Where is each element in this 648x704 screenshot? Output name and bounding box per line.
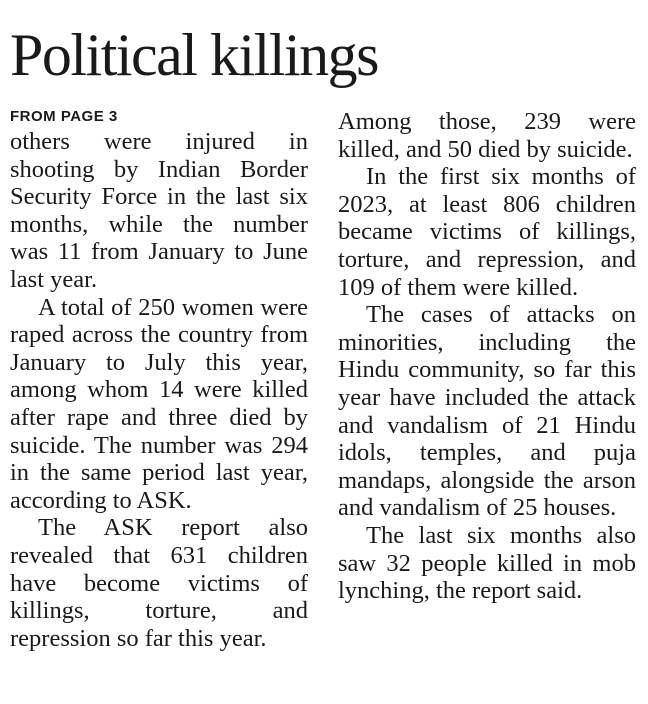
- paragraph-mob-lynching: The last six months also saw 32 people killed in mob lynching, the report said.: [338, 521, 636, 605]
- paragraph-killed-suicide: Among those, 239 were killed, and 50 died by suicide.: [338, 108, 636, 163]
- paragraph-children-victims: The ASK report also revealed that 631 children have become victims of killings, torture, and repression so far this year.: [10, 514, 308, 652]
- headline: Political killings: [10, 22, 379, 88]
- paragraph-women-raped: A total of 250 women were raped across the country from January to July this year, among whom 14 were killed after rape and three died by suicide. The number was 294 in the same period last year, according to ASK.: [10, 293, 308, 514]
- paragraph-continued: others were injured in shooting by Indian Border Security Force in the last six months, while the number was 11 from January to June last year.: [10, 128, 308, 293]
- continuation-kicker: FROM PAGE 3: [10, 108, 118, 125]
- paragraph-2023-children: In the first six months of 2023, at least 806 children became victims of killings, torture, and repression, and 109 of them were killed.: [338, 163, 636, 301]
- article-column-left: [10, 108, 308, 652]
- article-column-right: [338, 108, 636, 605]
- paragraph-minorities-attacks: The cases of attacks on minorities, including the Hindu community, so far this year have included the attack and vandalism of 21 Hindu idols, temples, and puja mandaps, alongside the arson and vandalism of 25 houses.: [338, 301, 636, 522]
